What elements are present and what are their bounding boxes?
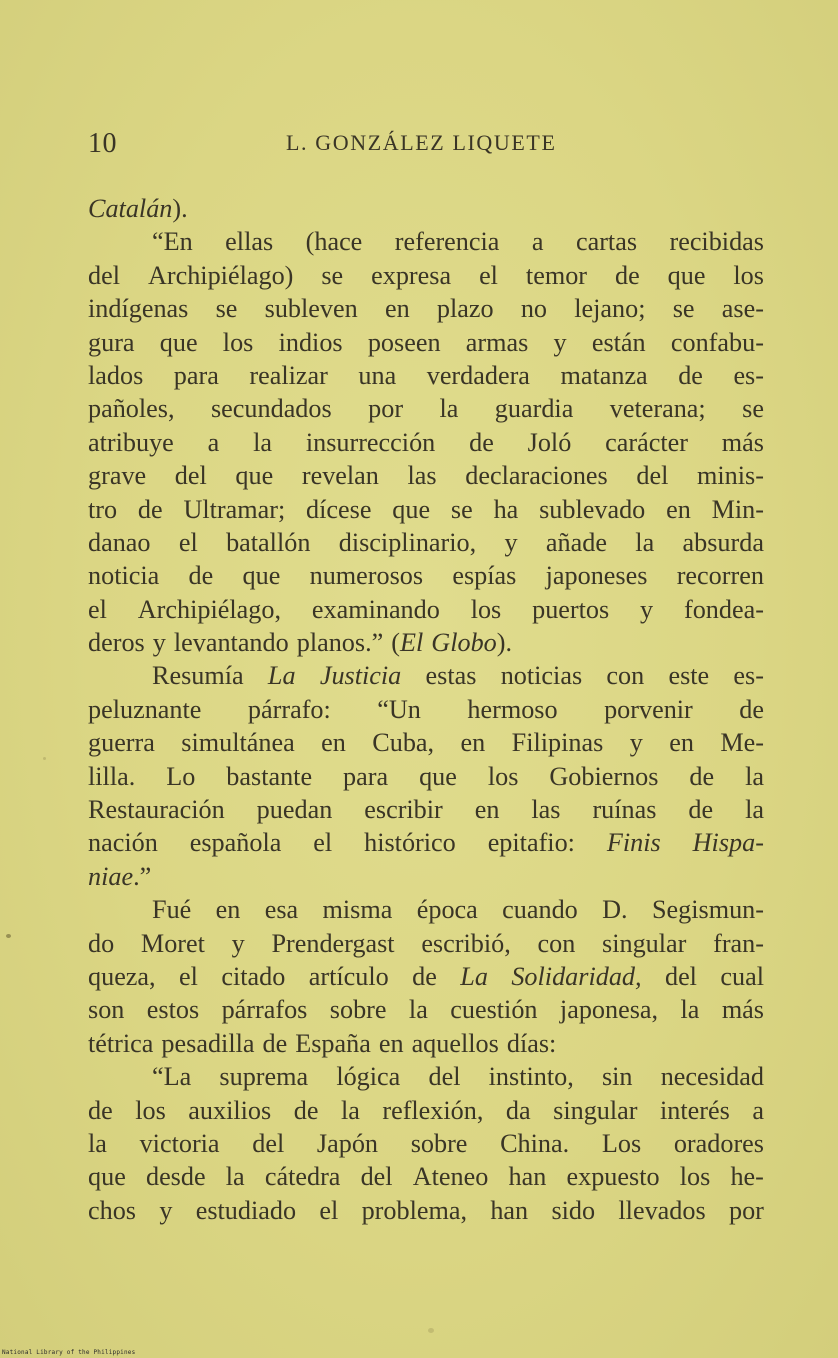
word: puertos [532,594,610,624]
word: el [178,527,198,557]
word: el [319,1195,339,1225]
word: por [368,394,404,424]
text-line [88,626,764,659]
word: citado [221,961,286,991]
word: la [253,427,272,457]
word: histórico [364,828,456,858]
word: Me- [720,728,764,758]
word: Archipiélago, [137,594,282,624]
word: del [636,461,669,491]
word: sobre [410,1128,468,1158]
word [268,659,296,692]
word: simultánea [181,728,295,758]
word: japonesa, [559,995,659,1025]
word: el [313,828,333,858]
word: de [614,260,640,290]
word: una [358,360,397,390]
word: dícese [306,494,372,524]
word: referencia [394,227,500,257]
text-line [88,760,764,793]
word: hermoso [467,694,558,724]
word: del [174,461,207,491]
text-line [88,993,764,1026]
word: más [721,427,764,457]
word: el [88,594,107,624]
word: la [439,394,459,424]
word: secundados [210,394,332,424]
word: indígenas [88,294,189,324]
word: los [135,1095,166,1125]
word: que [419,761,457,791]
word: veterana; [609,394,706,424]
word: Los [601,1128,642,1158]
word: carácter [605,427,688,457]
word: que [242,561,281,591]
word: cuando [502,895,578,925]
text-line [88,593,764,626]
word: artículo [308,961,389,991]
text-line [88,1194,764,1227]
word: Fué [152,895,192,925]
word: de [688,795,714,825]
word: en [460,728,486,758]
word: espías [452,561,517,591]
word: confabu- [670,327,764,357]
word: de [293,1095,319,1125]
word: la [680,995,700,1025]
library-credit: National Library of the Philippines [2,1349,136,1356]
word: los [679,1162,711,1192]
word: y [231,928,245,958]
italic-text: Hispa- [692,828,764,858]
word: la [745,795,764,825]
word: japoneses [545,561,648,591]
word: este [668,661,710,691]
word: los [733,260,764,290]
word: en [666,494,691,524]
word: de [739,694,764,724]
word: “La [152,1062,192,1092]
word: ase- [721,294,764,324]
word: Resumía [152,661,244,691]
word: peluznante [88,694,202,724]
word: ha [493,494,519,524]
word: que [88,1162,126,1192]
word: las [407,461,437,491]
word: Filipinas [511,728,604,758]
text-line [88,793,764,826]
word: necesidad [660,1062,764,1092]
text-line [88,225,764,258]
word: llevados [618,1195,706,1225]
text-line [88,259,764,292]
word: se [742,394,764,424]
word: y [640,594,654,624]
word: para [343,761,389,791]
word: atribuye [88,427,174,457]
word: singular [553,1095,638,1125]
word: en [384,294,410,324]
text-line [88,559,764,592]
word: para [173,360,219,390]
text-line [88,459,764,492]
word: queza, [88,961,156,991]
word: puedan [256,795,333,825]
word: fondea- [683,594,764,624]
text-line [88,326,764,359]
word: lilla. [88,761,136,791]
word: numerosos [309,561,424,591]
word: Japón [316,1128,379,1158]
word: instinto, [488,1062,574,1092]
word: de [137,494,163,524]
word: batallón [226,527,311,557]
word: recibidas [669,227,764,257]
word: el [479,260,498,290]
word: Cuba, [372,728,435,758]
word: la [225,1162,245,1192]
word: y [152,628,166,658]
word: deros [88,628,145,658]
text-line [88,860,764,893]
word: temor [525,260,588,290]
word: Gobiernos [549,761,659,791]
text-line [88,1060,764,1093]
word: expresa [371,260,452,290]
word: escribir [364,795,443,825]
running-title: L. GONZÁLEZ LIQUETE [286,130,557,155]
word: párrafo: [247,694,331,724]
word: oradores [673,1128,764,1158]
word: Moret [140,928,205,958]
word: la [745,761,764,791]
word: por [728,1195,764,1225]
word: de [678,360,703,390]
word: lógica [336,1062,401,1092]
word: sin [601,1062,633,1092]
word: bastante [226,761,313,791]
word: los [487,761,519,791]
word: es- [733,360,764,390]
word: más [721,995,764,1025]
word: Archipiélago) [147,260,294,290]
word: son [88,995,125,1025]
word: en [474,795,500,825]
word: (hace [305,227,363,257]
text-line [88,960,764,993]
word: la [408,995,428,1025]
word: no [520,294,548,324]
word: esa [264,895,299,925]
text-line [88,526,764,559]
text-line [88,1027,764,1060]
word: que [159,327,198,357]
text-line [88,1160,764,1193]
text-line [88,426,764,459]
word: guardia [494,394,574,424]
word: párrafos [221,995,308,1025]
word: planos.” [296,628,384,658]
italic-text: Globo [431,628,497,658]
word: y [159,1195,173,1225]
word: Lo [166,761,196,791]
word: las [531,795,561,825]
text-line [88,659,764,692]
word: estas [425,661,477,691]
text-line [88,1127,764,1160]
word: con [537,928,576,958]
word: han [490,1195,529,1225]
word: noticia [88,561,160,591]
word: Ultramar; [183,494,286,524]
word: levantando [173,628,289,658]
word: insurrección [305,427,436,457]
italic-text: La [460,961,488,991]
word: problema, [361,1195,468,1225]
word: la [635,527,655,557]
word: han [508,1162,547,1192]
word: escribió, [421,928,511,958]
word: fran- [713,928,764,958]
word: Catalán). [88,194,188,223]
word: guerra [88,728,155,758]
word: tro [88,494,118,524]
word: examinando [311,594,440,624]
word: pañoles, [88,394,175,424]
word: sublevado [539,494,646,524]
word: que [235,461,274,491]
word: sido [551,1195,596,1225]
word: verdadera [426,360,530,390]
word: recorren [676,561,764,591]
word: de [412,961,437,991]
paper-speck [6,934,11,938]
word: están [591,327,646,357]
word: en [321,728,346,758]
word: los [222,327,254,357]
word: cátedra [264,1162,341,1192]
word: nación [88,828,158,858]
word: del [428,1062,461,1092]
word: minis- [696,461,764,491]
word: de [469,427,494,457]
word: y [504,527,518,557]
text-line [88,927,764,960]
word: de [262,1028,288,1058]
word: días: [506,1028,557,1058]
word: Globo). [431,628,513,658]
word: España [295,1028,371,1058]
word: cartas [575,227,638,257]
word: los [470,594,502,624]
word [607,826,661,859]
word: Joló [527,427,572,457]
word: absurda [682,527,764,557]
word: de [88,1095,113,1125]
word: danao [88,527,151,557]
word: en [215,895,241,925]
italic-text: niae [88,861,134,891]
word: estos [146,995,200,1025]
word: armas [465,327,529,357]
word: y [553,327,567,357]
word: interés [660,1095,730,1125]
word: se [450,494,473,524]
word: la [88,1128,107,1158]
word: lados [88,360,144,390]
word: poseen [367,327,441,357]
text-line [88,392,764,425]
word: del [252,1128,285,1158]
word [693,826,764,859]
word: a [531,227,544,257]
word: el [179,961,198,991]
word: misma [322,895,393,925]
italic-text: Finis [606,828,661,858]
word: en [669,728,694,758]
word: “En [152,227,193,257]
italic-text: Catalán [88,194,173,223]
word: pesadilla [161,1028,255,1058]
text-line [88,693,764,726]
word: matanza [560,360,648,390]
text-line [88,359,764,392]
text-line [88,893,764,926]
word: tétrica [88,1028,154,1058]
word: se [215,294,238,324]
word: (El [391,628,424,658]
word: se [672,294,695,324]
word: niae.” [88,861,152,891]
text-line [88,292,764,325]
word: del [88,260,120,290]
word: española [189,828,282,858]
paper-speck [428,1328,434,1333]
word: sobre [329,995,387,1025]
word: auxilios [188,1095,272,1125]
italic-text: Solidaridad, [511,961,642,991]
word [511,960,641,993]
word: victoria [139,1128,220,1158]
word: grave [88,461,147,491]
word: en [378,1028,404,1058]
word: con [606,661,645,691]
text-line [88,726,764,759]
word: cuestión [450,995,538,1025]
word: singular [602,928,687,958]
word: declaraciones [465,461,608,491]
word: “Un [377,694,421,724]
word: Restauración [88,795,225,825]
word: suprema [219,1062,309,1092]
page-number: 10 [88,128,117,159]
word: plazo [436,294,494,324]
word: a [207,427,220,457]
running-head [88,128,768,164]
word: chos [88,1195,137,1225]
word: que [392,494,431,524]
word [320,659,401,692]
word: del [664,961,697,991]
word: disciplinario, [338,527,477,557]
word: de [188,561,214,591]
word: estudiado [195,1195,297,1225]
word: D. [602,895,628,925]
word: revelan [301,461,379,491]
word: porvenir [604,694,693,724]
text-line [88,192,764,225]
word: China. [500,1128,570,1158]
word: de [689,761,715,791]
word: desde [145,1162,206,1192]
word: ruínas [592,795,657,825]
word: gura [88,327,135,357]
word: del [360,1162,393,1192]
word: noticias [500,661,583,691]
word: ellas [225,227,274,257]
word: epitafio: [487,828,575,858]
text-line [88,826,764,859]
word: añade [545,527,607,557]
italic-text: La [267,661,296,691]
word: reflexión, [382,1095,484,1125]
italic-text: El [400,628,424,658]
word: la [340,1095,360,1125]
word: a [752,1095,764,1125]
word: es- [733,661,764,691]
word [460,960,488,993]
word: expuesto [566,1162,660,1192]
word: aquellos [411,1028,499,1058]
word: época [416,895,478,925]
word: Segismun- [651,895,764,925]
word: subleven [264,294,358,324]
word: Ateneo [412,1162,489,1192]
word: y [629,728,643,758]
word: he- [730,1162,764,1192]
paper-speck [43,757,46,760]
word: Min- [711,494,764,524]
word: Prendergast [271,928,395,958]
word: cual [720,961,764,991]
text-line [88,1094,764,1127]
word: da [505,1095,531,1125]
italic-text: Justicia [319,661,402,691]
word: indios [278,327,343,357]
word: realizar [249,360,328,390]
word: se [321,260,344,290]
word: do [88,928,115,958]
word: que [667,260,706,290]
word: lejano; [574,294,646,324]
body-text [88,192,764,1227]
text-line [88,493,764,526]
